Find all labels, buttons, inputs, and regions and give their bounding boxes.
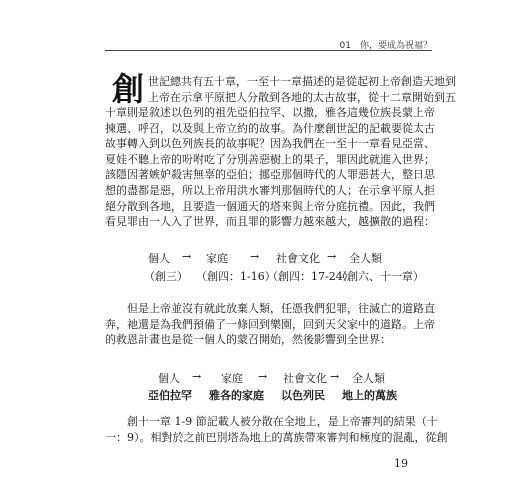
flow-arrow: → [330,370,340,383]
flow-arrow: → [192,370,202,383]
paragraph-line: 創十一章 1-9 節記載人被分散在全地上，是上帝審判的結果（十 [127,415,438,428]
page-number: 19 [394,457,408,470]
flow-example: 以色列民 [281,389,325,402]
flow-example: 亞伯拉罕 [148,389,192,402]
running-head: 01 你，要成為祝福？ [339,41,432,51]
flow-item-individual: 個人 [158,372,180,385]
flow-ref: （創六、十一章） [336,270,424,283]
paragraph-line: 奔，祂還是為我們預備了一條回到樂園，回到天父家中的道路。上帝 [105,317,435,331]
paragraph-line: 一：9）。相對於之前巴別塔為地上的萬族帶來審判和極度的混亂，從創 [105,430,448,444]
flow-item-humanity: 全人類 [352,372,385,385]
flow-item-society: 社會文化 [276,252,320,265]
flow-item-humanity: 全人類 [349,252,382,265]
paragraph-line: 看見罪由一人入了世界，而且罪的影響力越來越大，越擴散的過程： [105,215,435,229]
drop-cap: 創 [112,70,145,108]
flow-arrow: → [250,250,260,263]
paragraph-line: 上帝在示拿平原把人分散到各地的太古故事，從十二章開始到五 [148,90,456,104]
paragraph-line: 十章則是敘述以色列的祖先亞伯拉罕、以撒，雅各這幾位族長蒙上帝 [105,106,435,119]
flow-ref: （創四：1-16） [196,270,276,283]
paragraph-line: 但是上帝並沒有就此放棄人類，任憑我們犯罪，往滅亡的道路直 [127,302,435,315]
paragraph-3 [105,414,448,445]
flow-ref: （創三） [144,270,188,283]
flow-item-family: 家庭 [206,252,228,265]
paragraph-line: 夏娃不聽上帝的吩咐吃了分別善惡樹上的果子，罪因此就進入世界； [105,152,435,166]
flow-item-society: 社會文化 [283,372,327,385]
paragraph-line: 故事轉入到以色列族長的故事呢？因為我們在一至十一章看見亞當、 [105,137,435,151]
paragraph-line: 世記總共有五十章，一至十一章描述的是從起初上帝創造天地到 [148,75,456,88]
flow-example: 地上的萬族 [342,389,397,402]
flow-item-family: 家庭 [221,372,243,385]
flow-item-individual: 個人 [148,252,170,265]
flow-ref: （創四：17-24） [267,270,354,283]
paragraph-line: 揀選、呼召，以及與上帝立約的故事。為什麼創世記的記載要從太古 [105,121,435,135]
paragraph-line: 的救恩計畫也是從一個人的蒙召開始，然後影響到全世界： [105,333,391,347]
paragraph-line: 絕分散到各地，且要造一個通天的塔來與上帝分庭抗禮。因此，我們 [105,199,435,213]
flow-example: 雅各的家庭 [209,389,264,402]
flow-arrow: → [182,250,192,263]
paragraph-line: 該隱因著嫉妒殺害無辜的亞伯；挪亞那個時代的人罪惡甚大，整日思 [105,168,435,182]
flow-arrow: → [327,250,337,263]
paragraph-line: 想的盡都是惡，所以上帝用洪水審判那個時代的人；在示拿平原人拒 [105,183,435,197]
flow-arrow: → [258,370,268,383]
